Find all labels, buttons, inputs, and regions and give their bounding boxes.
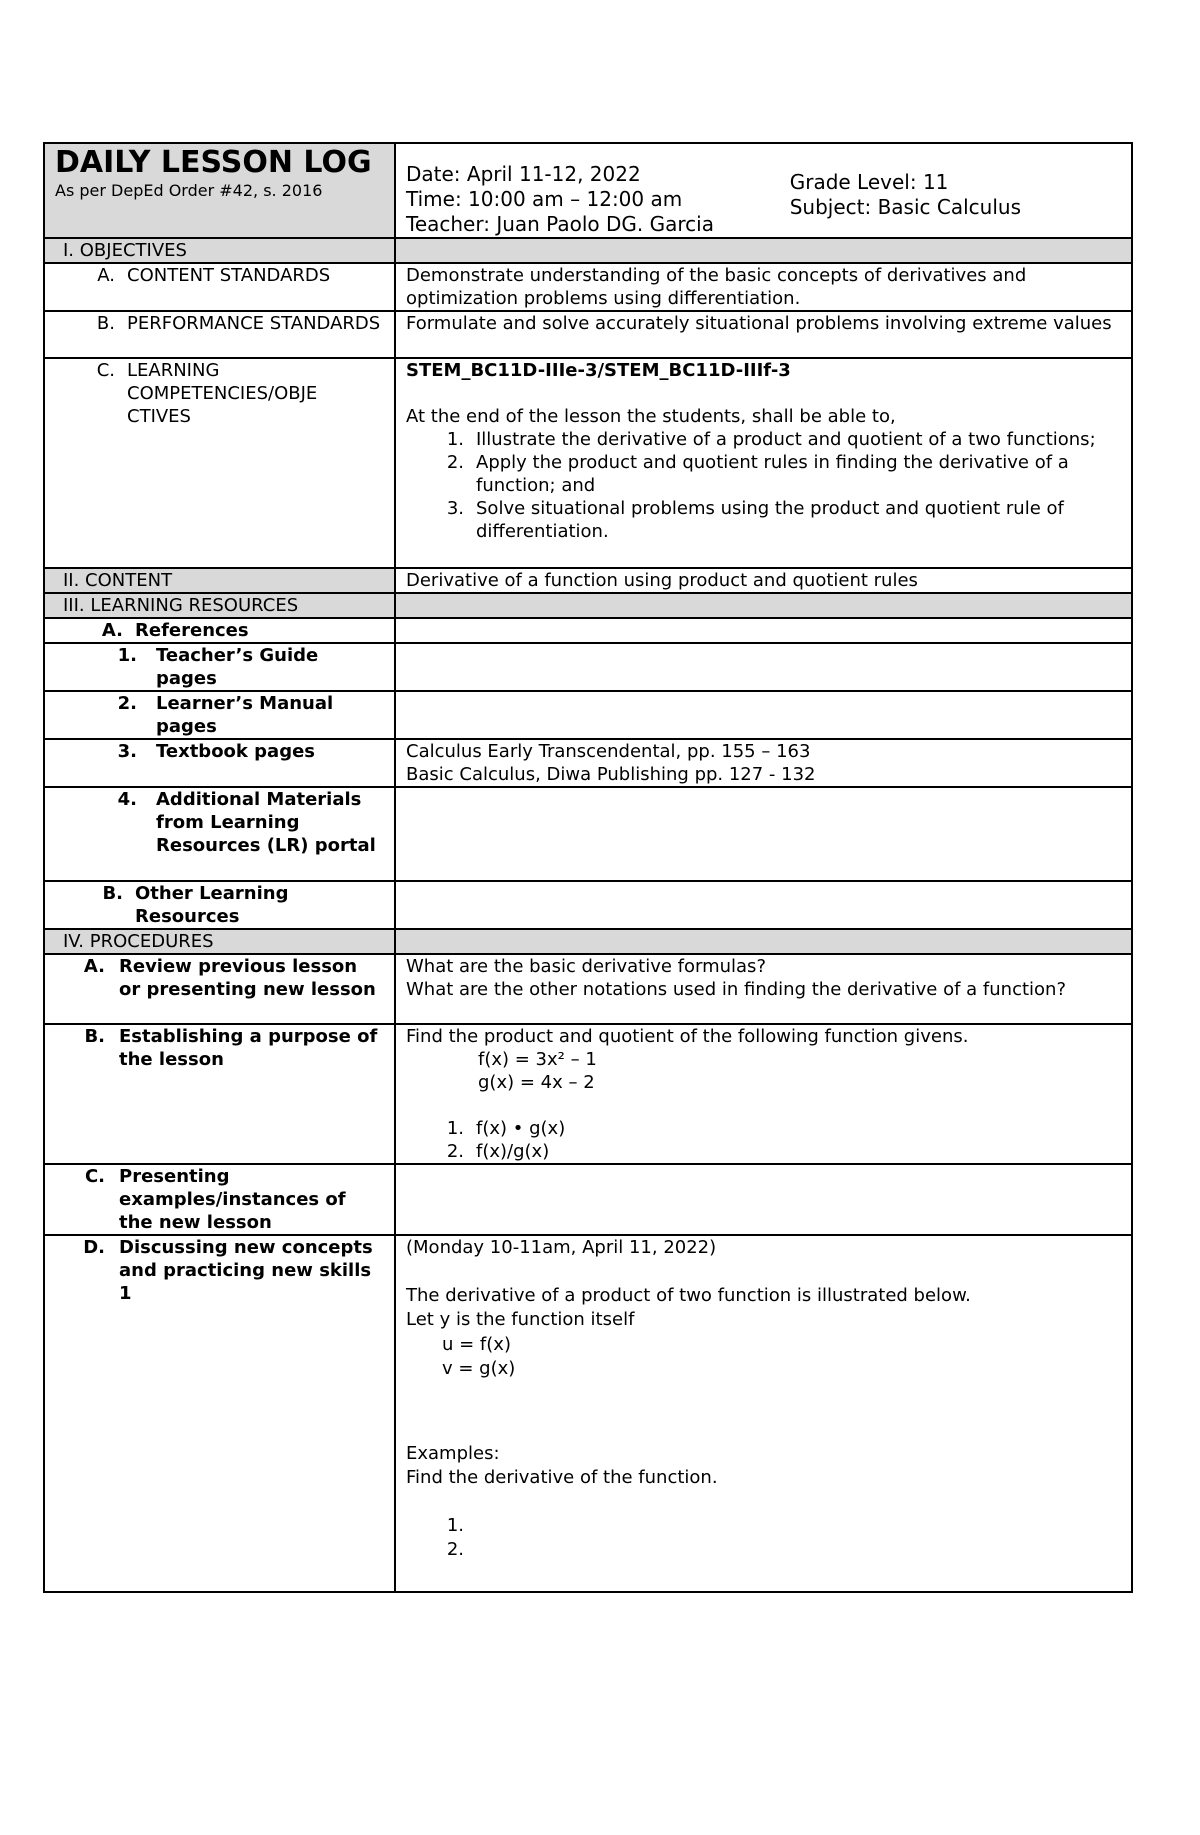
competencies-list	[406, 428, 1121, 543]
competencies-intro: At the end of the lesson the students, shall be able to,	[406, 406, 896, 427]
list-item: 2. Apply the product and quotient rules in finding the derivative of a function; and	[446, 452, 1069, 496]
performance-standards-label: PERFORMANCE STANDARDS	[127, 313, 381, 334]
review-line-2: What are the other notations used in finding the derivative of a function?	[406, 979, 1066, 1000]
section-heading-resources: III. LEARNING RESOURCES	[44, 593, 395, 618]
section-procedures-row	[44, 929, 1132, 954]
list-item: 3. Solve situational problems using the product and quotient rule of differentiation.	[446, 498, 1064, 542]
content-standards-row: A. CONTENT STANDARDS Demonstrate understanding of the basic concepts of derivatives and optimization problems using differentiation.	[44, 263, 1132, 311]
review-cell	[395, 954, 1132, 1024]
teachers-guide-label: Teacher’s Guide pages	[156, 645, 319, 689]
examples-instruction: Find the derivative of the function.	[406, 1467, 718, 1488]
daily-lesson-log-table	[43, 142, 1133, 1593]
section-resources-row	[44, 593, 1132, 618]
other-resources-row: B. Other Learning Resources	[44, 881, 1132, 929]
textbook-line-2: Basic Calculus, Diwa Publishing pp. 127 - 132	[406, 764, 816, 785]
purpose-label: Establishing a purpose of the lesson	[119, 1026, 378, 1070]
additional-materials-row: 4. Additional Materials from Learning Resources (LR) portal	[44, 787, 1132, 881]
section-objectives-row	[44, 238, 1132, 263]
purpose-row: B. Establishing a purpose of the lesson Find the product and quotient of the following function givens. f(x) = 3x² – 1 g(x) = 4x – 2 1. f(x) • g(x) 2. f(x)/g(x)	[44, 1024, 1132, 1164]
list-item: 1. f(x) • g(x)	[446, 1118, 566, 1139]
lesson-date: Date: April 11-12, 2022	[406, 162, 641, 186]
lesson-time: Time: 10:00 am – 12:00 am	[406, 187, 683, 211]
document-title: DAILY LESSON LOG	[55, 145, 372, 180]
purpose-intro: Find the product and quotient of the following function givens.	[406, 1026, 969, 1047]
title-cell	[44, 143, 395, 238]
textbook-label: Textbook pages	[156, 741, 316, 762]
references-row: A. References	[44, 618, 1132, 643]
review-label: Review previous lesson or presenting new lesson	[119, 956, 376, 1000]
performance-standards-text: Formulate and solve accurately situational problems involving extreme values	[395, 311, 1132, 358]
presenting-text	[395, 1164, 1132, 1235]
list-item: 2. f(x)/g(x)	[446, 1141, 550, 1162]
discussing-cell	[395, 1235, 1132, 1592]
teacher-name: Teacher: Juan Paolo DG. Garcia	[406, 212, 714, 236]
competencies-label: LEARNING COMPETENCIES/OBJE CTIVES	[127, 360, 318, 427]
subject: Subject: Basic Calculus	[789, 195, 1021, 219]
function-g: g(x) = 4x – 2	[478, 1072, 595, 1093]
competencies-cell	[395, 358, 1132, 568]
other-resources-text	[395, 881, 1132, 929]
textbook-cell	[395, 739, 1132, 787]
examples-heading: Examples:	[406, 1442, 500, 1464]
references-label: References	[135, 620, 249, 641]
review-row: A. Review previous lesson or presenting new lesson What are the basic derivative formulas? What are the other notations used in finding the derivative of a function?	[44, 954, 1132, 1024]
section-content-row	[44, 568, 1132, 593]
discussing-row: D. Discussing new concepts and practicing new skills 1 (Monday 10-11am, April 11, 2022) The derivative of a product of two function is illustrated below. Let y is the function itself u = f(x) v = g(x) Examples: Find the derivative of the function. 1. 2.	[44, 1235, 1132, 1592]
teachers-guide-text	[395, 643, 1132, 691]
list-item: 1. Illustrate the derivative of a product and quotient of a two functions;	[446, 429, 1096, 450]
teachers-guide-row: 1. Teacher’s Guide pages	[44, 643, 1132, 691]
other-resources-label: Other Learning Resources	[135, 883, 289, 927]
content-text: Derivative of a function using product and quotient rules	[395, 568, 1132, 593]
discussing-label: Discussing new concepts and practicing new skills 1	[119, 1237, 373, 1304]
textbook-line-1: Calculus Early Transcendental, pp. 155 – 163	[406, 741, 811, 762]
purpose-list	[406, 1117, 1121, 1163]
u-definition: u = f(x)	[442, 1333, 511, 1355]
list-item: 1.	[446, 1514, 464, 1536]
v-definition: v = g(x)	[442, 1358, 516, 1379]
content-standards-label: CONTENT STANDARDS	[127, 265, 331, 286]
content-standards-text: Demonstrate understanding of the basic concepts of derivatives and optimization problems using differentiation.	[395, 263, 1132, 311]
discussing-line-2: Let y is the function itself	[406, 1309, 635, 1330]
header-info-cell	[395, 143, 1132, 238]
section-heading-content: II. CONTENT	[44, 568, 395, 593]
examples-list	[406, 1514, 1121, 1563]
list-item: 2.	[446, 1539, 464, 1560]
purpose-cell	[395, 1024, 1132, 1164]
presenting-row: C. Presenting examples/instances of the new lesson	[44, 1164, 1132, 1235]
performance-standards-row: B. PERFORMANCE STANDARDS Formulate and solve accurately situational problems involving extreme values	[44, 311, 1132, 358]
review-line-1: What are the basic derivative formulas?	[406, 956, 766, 977]
section-heading-procedures: IV. PROCEDURES	[44, 929, 395, 954]
learners-manual-text	[395, 691, 1132, 739]
function-f: f(x) = 3x² – 1	[478, 1049, 597, 1070]
additional-materials-text	[395, 787, 1132, 881]
section-heading-objectives: I. OBJECTIVES	[44, 238, 395, 263]
learners-manual-label: Learner’s Manual pages	[156, 693, 334, 737]
additional-materials-label: Additional Materials from Learning Resources (LR) portal	[156, 789, 376, 856]
learners-manual-row: 2. Learner’s Manual pages	[44, 691, 1132, 739]
competency-code: STEM_BC11D-IIIe-3/STEM_BC11D-IIIf-3	[406, 360, 791, 381]
deped-order: As per DepEd Order #42, s. 2016	[55, 181, 323, 200]
grade-level: Grade Level: 11	[789, 170, 949, 194]
discussing-line-1: The derivative of a product of two function is illustrated below.	[406, 1284, 971, 1306]
presenting-label: Presenting examples/instances of the new lesson	[119, 1166, 346, 1233]
header-row	[44, 143, 1132, 238]
competencies-row: C. LEARNING COMPETENCIES/OBJE CTIVES STEM_BC11D-IIIe-3/STEM_BC11D-IIIf-3 At the end of the lesson the students, shall be able to, 1. Illustrate the derivative of a product and quotient of a two functions; 2. Apply the product and quotient rules in finding the derivative of a function; and 3. Solve situational problems using the product and quotient rule of differentiation.	[44, 358, 1132, 568]
session-note: (Monday 10-11am, April 11, 2022)	[406, 1237, 717, 1258]
textbook-row: 3. Textbook pages Calculus Early Transcendental, pp. 155 – 163 Basic Calculus, Diwa Publishing pp. 127 - 132	[44, 739, 1132, 787]
